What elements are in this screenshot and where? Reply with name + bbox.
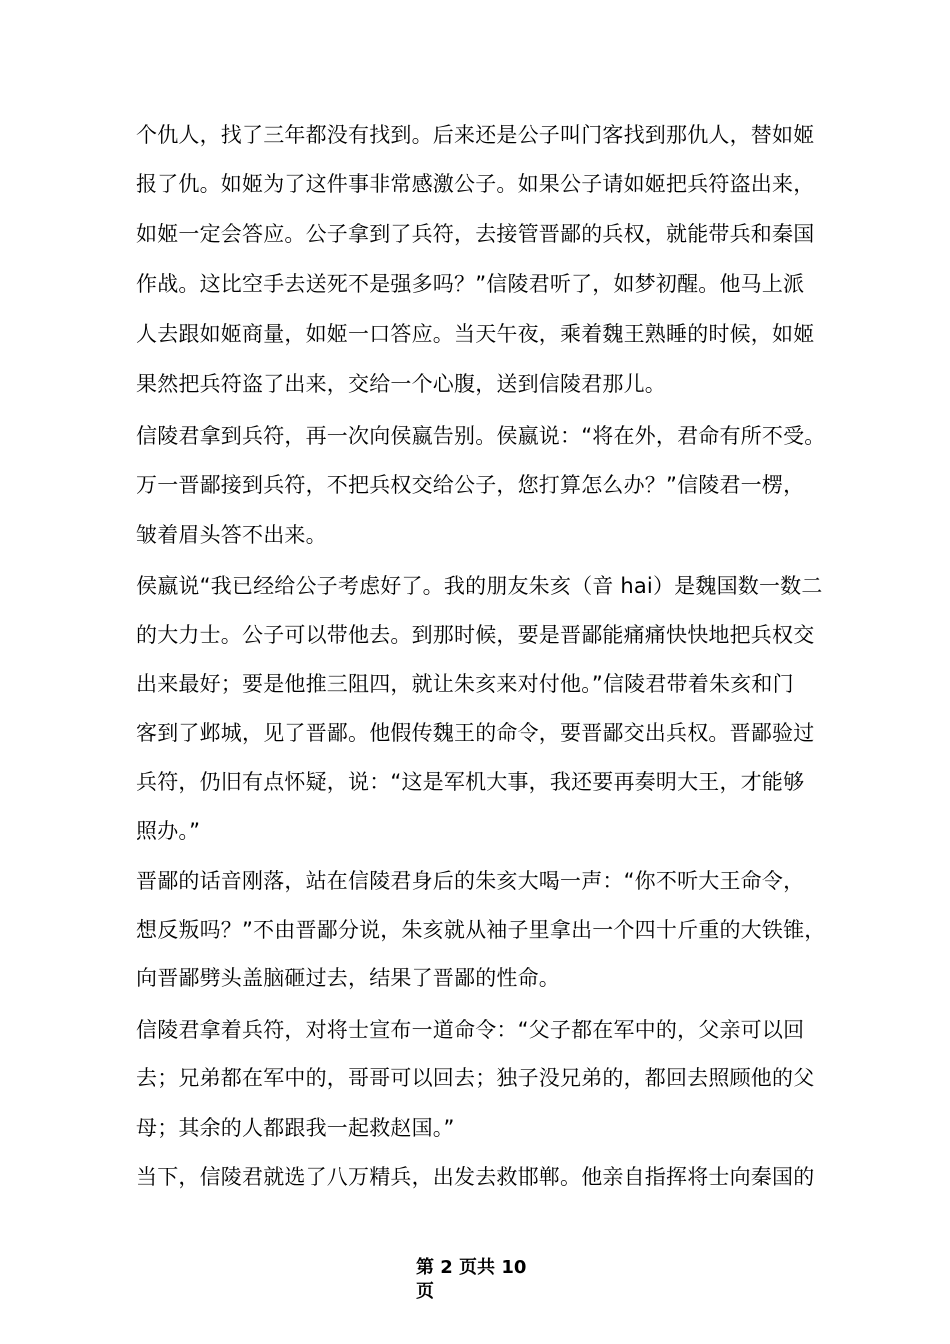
text-line: 皱着眉头答不出来。 [136,523,327,547]
text-line: 信陵君拿到兵符，再一次向侯嬴告别。侯嬴说：“将在外，君命有所不受。 [136,424,826,448]
text-line: 向晋鄙劈头盖脑砸过去，结果了晋鄙的性命。 [136,966,560,990]
text-line: 个仇人，找了三年都没有找到。后来还是公子叫门客找到那仇人，替如姬 [136,123,815,147]
text-line: 的大力士。公子可以带他去。到那时候，要是晋鄙能痛痛快快地把兵权交 [136,623,815,647]
text-line: 当下，信陵君就选了八万精兵，出发去救邯郸。他亲自指挥将士向秦国的 [136,1165,815,1189]
text-line: 信陵君拿着兵符，对将士宣布一道命令：“父子都在军中的，父亲可以回 [136,1018,805,1042]
text-line: 兵符，仍旧有点怀疑，说：“这是军机大事，我还要再奏明大王，才能够 [136,770,805,794]
text-line: 作战。这比空手去送死不是强多吗？”信陵君听了，如梦初醒。他马上派 [136,272,805,296]
text-line: 想反叛吗？”不由晋鄙分说，朱亥就从袖子里拿出一个四十斤重的大铁锥， [136,918,826,942]
text-line: 母；其余的人都跟我一起救赵国。” [136,1116,455,1140]
text-line: 侯嬴说“我已经给公子考虑好了。我的朋友朱亥（音 hai）是魏国数一数二 [136,574,823,598]
text-line: 如姬一定会答应。公子拿到了兵符，去接管晋鄙的兵权，就能带兵和秦国 [136,222,815,246]
text-line: 报了仇。如姬为了这件事非常感激公子。如果公子请如姬把兵符盗出来， [136,172,815,196]
text-line: 人去跟如姬商量，如姬一口答应。当天午夜，乘着魏王熟睡的时候，如姬 [136,322,815,346]
page-number: 第 2 页共 10 [416,1257,527,1278]
page-number-continued: 页 [416,1281,434,1302]
text-line: 出来最好；要是他推三阻四，就让朱亥来对付他。”信陵君带着朱亥和门 [136,672,794,696]
text-line: 去；兄弟都在军中的，哥哥可以回去；独子没兄弟的，都回去照顾他的父 [136,1066,815,1090]
text-line: 客到了邺城，见了晋鄙。他假传魏王的命令，要晋鄙交出兵权。晋鄙验过 [136,721,815,745]
text-line: 果然把兵符盗了出来，交给一个心腹，送到信陵君那儿。 [136,372,666,396]
text-line: 照办。” [136,819,201,843]
text-line: 万一晋鄙接到兵符，不把兵权交给公子，您打算怎么办？”信陵君一楞， [136,473,805,497]
text-line: 晋鄙的话音刚落，站在信陵君身后的朱亥大喝一声：“你不听大王命令， [136,869,805,893]
